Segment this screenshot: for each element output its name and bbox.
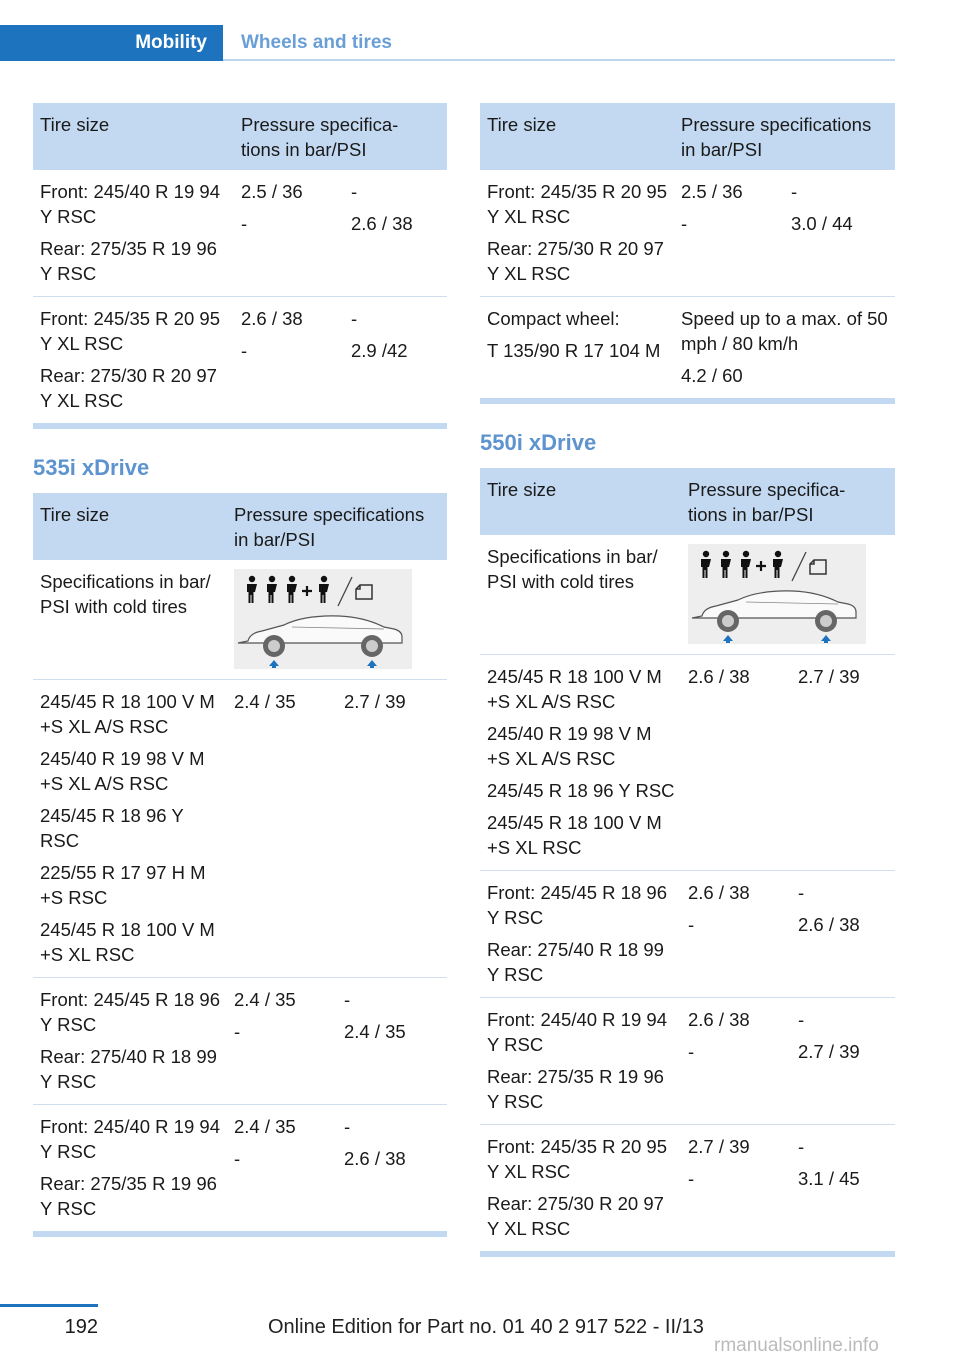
- pressure-b-line: 2.7 / 39: [798, 666, 860, 687]
- load-car-diagram-icon: [688, 544, 866, 644]
- compact-wheel-pressure: [674, 297, 895, 402]
- table-header-row: [480, 468, 895, 535]
- tire-size-line: Rear: 275/35 R 19 96 Y RSC: [40, 238, 217, 284]
- pressure-b-line: -: [344, 1116, 351, 1137]
- tire-size-line: 245/45 R 18 100 V M +S XL RSC: [487, 812, 662, 858]
- pressure-b-line: 2.4 / 35: [344, 1021, 406, 1042]
- tire-size-cell: [480, 655, 681, 871]
- tire-table-top-left: [33, 103, 447, 429]
- section-title-535i: 535i xDrive: [33, 455, 150, 480]
- pressure-a-line: -: [688, 914, 695, 935]
- pressure-b-line: 2.9 /42: [351, 340, 408, 361]
- tire-size-line: Front: 245/35 R 20 95 Y XL RSC: [487, 181, 667, 227]
- pressure-a-cell: [234, 297, 344, 427]
- pressure-a-cell: [674, 170, 784, 297]
- table-row-cold-tires: [33, 560, 447, 680]
- pressure-b-cell: [784, 170, 895, 297]
- table-row: [33, 978, 447, 1105]
- pressure-a-cell: [234, 170, 344, 297]
- pressure-a-line: -: [688, 1168, 695, 1189]
- pressure-a-line: -: [234, 1021, 241, 1042]
- pressure-a-line: 2.4 / 35: [234, 989, 296, 1010]
- col-header-tire-size: Tire size: [480, 103, 674, 170]
- col-header-tire-size: Tire size: [480, 468, 681, 535]
- load-diagram-cell: [681, 535, 895, 655]
- tire-size-line: Rear: 275/35 R 19 96 Y RSC: [487, 1066, 664, 1112]
- tire-size-cell: [480, 1125, 681, 1255]
- tire-size-line: Front: 245/45 R 18 96 Y RSC: [40, 989, 220, 1035]
- left-column: [33, 103, 447, 1237]
- pressure-a-line: 2.6 / 38: [241, 308, 303, 329]
- table-row: [33, 680, 447, 978]
- pressure-a-line: 2.6 / 38: [688, 882, 750, 903]
- cold-tires-label: Specifications in bar/ PSI with cold tires: [33, 560, 227, 680]
- tire-size-line: 225/55 R 17 97 H M +S RSC: [40, 862, 206, 908]
- pressure-b-line: 3.1 / 45: [798, 1168, 860, 1189]
- tire-size-line: 245/45 R 18 96 Y RSC: [487, 780, 675, 801]
- watermark: rmanualsonline.info: [714, 1335, 879, 1356]
- tire-size-cell: [33, 297, 234, 427]
- pressure-b-cell: [337, 978, 447, 1105]
- pressure-a-cell: [227, 1105, 337, 1235]
- pressure-a-line: 2.4 / 35: [234, 691, 296, 712]
- tire-size-cell: [480, 871, 681, 998]
- table-header-row: [33, 103, 447, 170]
- tire-size-line: Front: 245/40 R 19 94 Y RSC: [40, 181, 220, 227]
- col-header-pressure: Pressure specifica- tions in bar/PSI: [234, 103, 447, 170]
- pressure-b-line: 2.7 / 39: [798, 1041, 860, 1062]
- pressure-b-line: 3.0 / 44: [791, 213, 853, 234]
- table-row: [480, 170, 895, 297]
- tire-size-line: 245/40 R 19 98 V M +S XL A/S RSC: [40, 748, 205, 794]
- load-diagram-cell: [227, 560, 447, 680]
- section-title-550i: 550i xDrive: [480, 430, 597, 455]
- pressure-a-cell: [681, 871, 791, 998]
- col-header-tire-size: Tire size: [33, 493, 227, 560]
- pressure-b-line: 2.6 / 38: [344, 1148, 406, 1169]
- pressure-a-cell: [227, 978, 337, 1105]
- pressure-b-line: -: [798, 882, 805, 903]
- tire-size-line: 245/45 R 18 100 V M +S XL RSC: [40, 919, 215, 965]
- tire-size-cell: [33, 680, 227, 978]
- pressure-b-cell: [791, 1125, 895, 1255]
- tire-size-cell: [33, 1105, 227, 1235]
- tire-size-line: Front: 245/40 R 19 94 Y RSC: [487, 1009, 667, 1055]
- pressure-b-cell: [344, 297, 447, 427]
- tire-size-line: Rear: 275/30 R 20 97 Y XL RSC: [487, 238, 664, 284]
- table-row: [480, 1125, 895, 1255]
- pressure-b-line: -: [798, 1009, 805, 1030]
- pressure-b-line: 2.7 / 39: [344, 691, 406, 712]
- tire-size-line: Front: 245/35 R 20 95 Y XL RSC: [487, 1136, 667, 1182]
- compact-label: Compact wheel:: [487, 308, 620, 329]
- tire-size-line: Rear: 275/35 R 19 96 Y RSC: [40, 1173, 217, 1219]
- table-row-cold-tires: [480, 535, 895, 655]
- pressure-b-line: -: [791, 181, 798, 202]
- pressure-b-line: 2.6 / 38: [351, 213, 413, 234]
- table-header-row: [33, 493, 447, 560]
- pressure-a-line: 2.7 / 39: [688, 1136, 750, 1157]
- pressure-a-line: 2.5 / 36: [681, 181, 743, 202]
- pressure-a-cell: [681, 998, 791, 1125]
- section-tab-mobility: Mobility: [0, 25, 223, 61]
- table-row: [480, 655, 895, 871]
- compact-tire-size: T 135/90 R 17 104 M: [487, 340, 661, 361]
- tire-size-line: Rear: 275/30 R 20 97 Y XL RSC: [487, 1193, 664, 1239]
- pressure-a-line: 2.6 / 38: [688, 666, 750, 687]
- tire-size-cell: [33, 978, 227, 1105]
- pressure-b-cell: [337, 680, 447, 978]
- pressure-a-line: -: [688, 1041, 695, 1062]
- tire-size-line: Rear: 275/40 R 18 99 Y RSC: [487, 939, 664, 985]
- tire-size-cell: [480, 998, 681, 1125]
- tire-size-line: Front: 245/45 R 18 96 Y RSC: [487, 882, 667, 928]
- pressure-a-cell: [681, 655, 791, 871]
- pressure-a-cell: [681, 1125, 791, 1255]
- tire-size-cell: [33, 170, 234, 297]
- col-header-tire-size: Tire size: [33, 103, 234, 170]
- tire-size-line: 245/40 R 19 98 V M +S XL A/S RSC: [487, 723, 652, 769]
- pressure-b-line: -: [344, 989, 351, 1010]
- table-row: [480, 998, 895, 1125]
- tire-size-line: Rear: 275/40 R 18 99 Y RSC: [40, 1046, 217, 1092]
- tire-size-line: 245/45 R 18 100 V M +S XL A/S RSC: [40, 691, 215, 737]
- col-header-pressure: Pressure specifications in bar/PSI: [674, 103, 895, 170]
- tire-size-line: 245/45 R 18 96 Y RSC: [40, 805, 184, 851]
- pressure-b-line: -: [798, 1136, 805, 1157]
- tire-size-cell: [480, 170, 674, 297]
- tire-table-550i: [480, 468, 895, 1257]
- table-row: [480, 871, 895, 998]
- pressure-a-line: 2.4 / 35: [234, 1116, 296, 1137]
- tire-size-line: Rear: 275/30 R 20 97 Y XL RSC: [40, 365, 217, 411]
- col-header-pressure: Pressure specifica- tions in bar/PSI: [681, 468, 895, 535]
- tire-size-line: Front: 245/35 R 20 95 Y XL RSC: [40, 308, 220, 354]
- table-row: [33, 297, 447, 427]
- pressure-b-line: 2.6 / 38: [798, 914, 860, 935]
- right-column: [480, 103, 895, 1257]
- compact-speed-limit: Speed up to a max. of 50 mph / 80 km/h: [681, 308, 888, 354]
- pressure-a-line: 2.5 / 36: [241, 181, 303, 202]
- col-header-pressure: Pressure specifications in bar/PSI: [227, 493, 447, 560]
- pressure-a-line: -: [241, 213, 248, 234]
- table-header-row: [480, 103, 895, 170]
- header-rule: [223, 59, 895, 61]
- pressure-b-cell: [791, 871, 895, 998]
- tire-table-top-right: [480, 103, 895, 404]
- load-car-diagram-icon: [234, 569, 412, 669]
- tire-size-line: Front: 245/40 R 19 94 Y RSC: [40, 1116, 220, 1162]
- pressure-a-line: -: [241, 340, 248, 361]
- table-row: [33, 170, 447, 297]
- cold-tires-label: Specifications in bar/ PSI with cold tires: [480, 535, 681, 655]
- edition-note: Online Edition for Part no. 01 40 2 917 522 - II/13: [268, 1316, 704, 1338]
- pressure-b-cell: [791, 655, 895, 871]
- pressure-a-line: 2.6 / 38: [688, 1009, 750, 1030]
- pressure-b-line: -: [351, 181, 358, 202]
- compact-pressure: 4.2 / 60: [681, 365, 743, 386]
- pressure-a-cell: [227, 680, 337, 978]
- tire-table-535i: [33, 493, 447, 1237]
- footer-rule: [0, 1304, 98, 1307]
- section-tab-wheels-and-tires: Wheels and tires: [241, 32, 392, 53]
- pressure-a-line: -: [681, 213, 688, 234]
- pressure-b-cell: [337, 1105, 447, 1235]
- pressure-b-cell: [344, 170, 447, 297]
- compact-wheel-tire: [480, 297, 674, 402]
- pressure-a-line: -: [234, 1148, 241, 1169]
- page-number: 192: [64, 1316, 98, 1338]
- pressure-b-cell: [791, 998, 895, 1125]
- pressure-b-line: -: [351, 308, 358, 329]
- table-row: [33, 1105, 447, 1235]
- table-row-compact-wheel: [480, 297, 895, 402]
- tire-size-line: 245/45 R 18 100 V M +S XL A/S RSC: [487, 666, 662, 712]
- page-header: [0, 25, 895, 61]
